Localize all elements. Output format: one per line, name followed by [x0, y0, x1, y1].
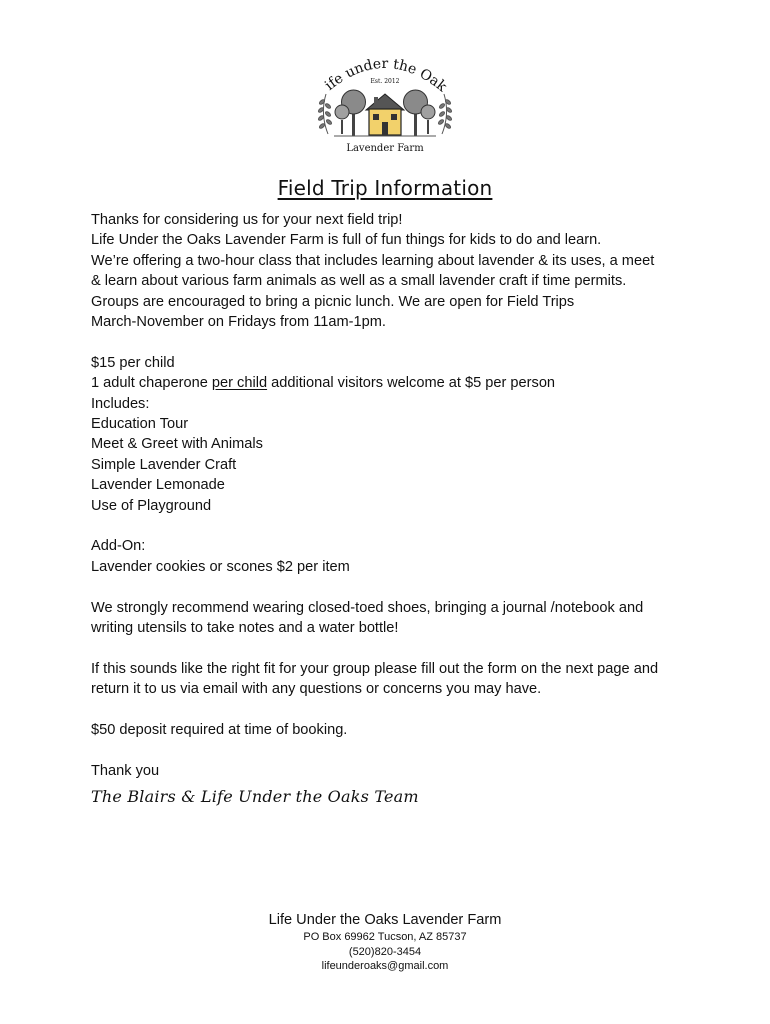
- addon-item: Lavender cookies or scones $2 per item: [91, 558, 350, 575]
- includes-item: Education Tour: [91, 416, 189, 433]
- paragraph-gap: [91, 516, 701, 536]
- logo-name-bottom: Lavender Farm: [346, 143, 424, 154]
- tree-icon: [421, 105, 435, 134]
- intro-line: Life Under the Oaks Lavender Farm is full of fun things for kids to do and learn.: [91, 232, 602, 249]
- thanks-line: Thank you: [91, 762, 160, 779]
- includes-item: Lavender Lemonade: [91, 477, 225, 494]
- form-note-line: If this sounds like the right fit for your group please fill out the form on the next page and: [91, 660, 659, 677]
- footer-address: PO Box 69962 Tucson, AZ 85737: [303, 931, 467, 943]
- footer-email: lifeunderoaks@gmail.com: [321, 960, 449, 972]
- farm-logo: [310, 52, 460, 158]
- document-body: [91, 210, 701, 781]
- chaperone-suffix: additional visitors welcome at $5 per person: [267, 375, 556, 392]
- intro-line: We’re offering a two-hour class that includes learning about lavender & its uses, a meet: [91, 252, 655, 269]
- recommendation-line: We strongly recommend wearing closed-toed shoes, bringing a journal /notebook and: [91, 599, 644, 616]
- chaperone-underlined: per child: [211, 375, 268, 392]
- paragraph-gap: [91, 577, 701, 597]
- footer-farm-name: Life Under the Oaks Lavender Farm: [268, 912, 502, 928]
- recommendation-line: writing utensils to take notes and a water bottle!: [91, 620, 399, 637]
- footer-phone: (520)820-3454: [348, 945, 422, 958]
- wheat-left-icon: [318, 94, 333, 134]
- includes-item: Meet & Greet with Animals: [91, 436, 263, 453]
- includes-item: Use of Playground: [91, 497, 212, 514]
- intro-line: & learn about various farm animals as well as a small lavender craft if time permits.: [91, 273, 627, 290]
- chaperone-prefix: 1 adult chaperone: [91, 375, 212, 392]
- footer: [0, 910, 770, 974]
- signature: The Blairs & Life Under the Oaks Team: [91, 787, 419, 806]
- intro-line: March-November on Fridays from 11am-1pm.: [91, 314, 386, 331]
- paragraph-gap: [91, 332, 701, 352]
- farm-logo-graphic: [310, 52, 460, 158]
- logo-est: Est. 2012: [370, 78, 400, 85]
- page-title: Field Trip Information: [277, 176, 493, 200]
- paragraph-gap: [91, 700, 701, 720]
- wheat-right-icon: [438, 94, 453, 134]
- logo-name-top: ife under the Oak: [322, 55, 450, 96]
- form-note-line: return it to us via email with any questions or concerns you may have.: [91, 681, 542, 698]
- house-icon: [366, 94, 404, 135]
- tree-icon: [335, 105, 349, 134]
- deposit-note: $50 deposit required at time of booking.: [91, 722, 348, 739]
- intro-line: Groups are encouraged to bring a picnic lunch. We are open for Field Trips: [91, 293, 575, 310]
- paragraph-gap: [91, 740, 701, 760]
- chaperone-line: [91, 373, 701, 393]
- addon-label: Add-On:: [91, 538, 146, 555]
- paragraph-gap: [91, 638, 701, 658]
- intro-line: Thanks for considering us for your next field trip!: [91, 212, 403, 228]
- price-per-child: $15 per child: [91, 354, 175, 371]
- includes-item: Simple Lavender Craft: [91, 456, 237, 473]
- includes-label: Includes:: [91, 395, 150, 412]
